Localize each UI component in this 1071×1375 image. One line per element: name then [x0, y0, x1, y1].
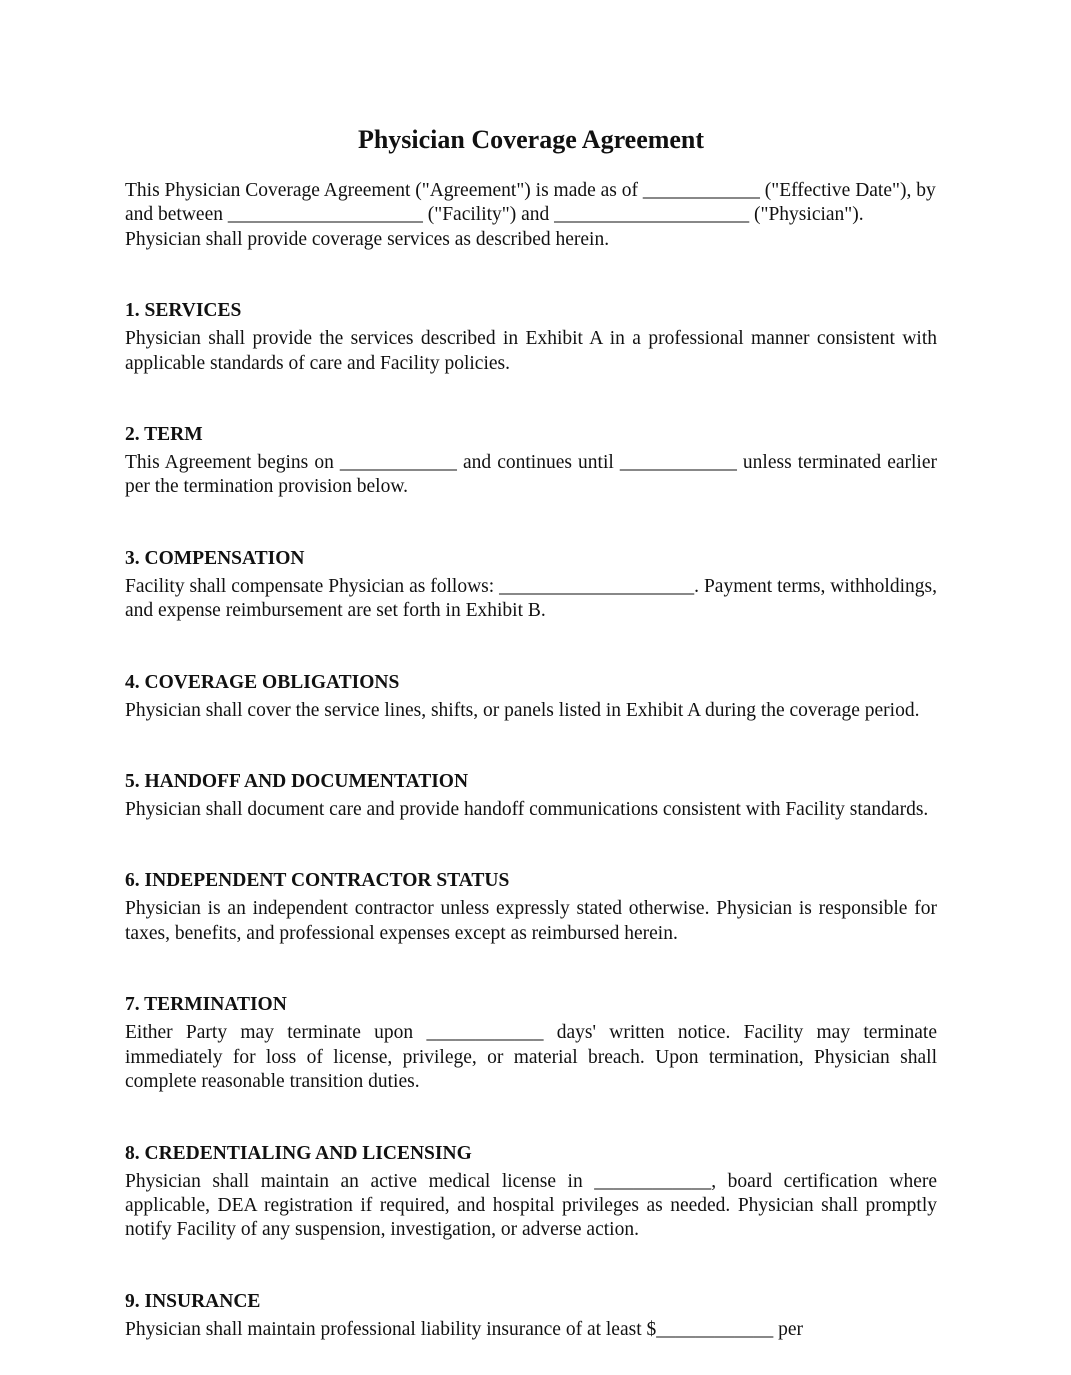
section-heading: 2. TERM: [125, 424, 203, 446]
section-body: Physician shall cover the service lines, shifts, or panels listed in Exhibit A during the coverage period.: [125, 699, 920, 721]
section-heading: 5. HANDOFF AND DOCUMENTATION: [125, 771, 469, 793]
section-heading: 1. SERVICES: [125, 300, 242, 322]
section-body: This Agreement begins on ____________ and continues until ____________ unless terminated earlier per the termination provision below.: [125, 452, 937, 498]
section-handoff: [125, 770, 937, 822]
section-heading: 8. CREDENTIALING AND LICENSING: [125, 1142, 472, 1164]
section-body: Facility shall compensate Physician as follows: ____________________. Payment terms, withholdings, and expense reimbursement are set forth in Exhibit B.: [125, 575, 937, 622]
section-termination: [125, 993, 937, 1094]
section-body: Physician shall document care and provide handoff communications consistent with Facility standards.: [125, 799, 929, 821]
section-body: Physician shall maintain an active medical license in ____________, board certification where applicable, DEA registration if required, and hospital privileges as needed. Physician shall promptly notify Facility of any suspension, investigation, or adverse action.: [125, 1170, 937, 1241]
section-term: [125, 423, 937, 500]
section-insurance: [125, 1290, 937, 1342]
section-services: [125, 299, 937, 376]
section-heading: 7. TERMINATION: [125, 994, 287, 1016]
intro-paragraph: This Physician Coverage Agreement ("Agreement") is made as of ____________ ("Effective Date"), by and between ____________________ ("Facility") and ____________________ ("Physician"). Physician shall provide coverage services as described herein.: [125, 180, 936, 250]
section-body: Physician shall provide the services described in Exhibit A in a professional manner consistent with applicable standards of care and Facility policies.: [125, 328, 937, 374]
section-credentialing: [125, 1142, 937, 1243]
section-heading: 4. COVERAGE OBLIGATIONS: [125, 671, 400, 693]
section-contractor-status: [125, 869, 937, 946]
section-heading: 6. INDEPENDENT CONTRACTOR STATUS: [125, 870, 510, 892]
document-title: Physician Coverage Agreement: [357, 125, 705, 154]
section-heading: 3. COMPENSATION: [125, 547, 305, 569]
section-body: Either Party may terminate upon ____________ days' written notice. Facility may terminate immediately for loss of license, privilege, or material breach. Upon termination, Physician shall complete reasonable transition duties.: [125, 1022, 937, 1093]
section-compensation: [125, 547, 937, 624]
section-body: Physician is an independent contractor unless expressly stated otherwise. Physician is responsible for taxes, benefits, and professional expenses except as reimbursed herein.: [125, 898, 937, 944]
section-body: Physician shall maintain professional liability insurance of at least $____________ per: [125, 1318, 804, 1340]
section-heading: 9. INSURANCE: [125, 1290, 261, 1312]
section-coverage-obligations: [125, 671, 937, 723]
